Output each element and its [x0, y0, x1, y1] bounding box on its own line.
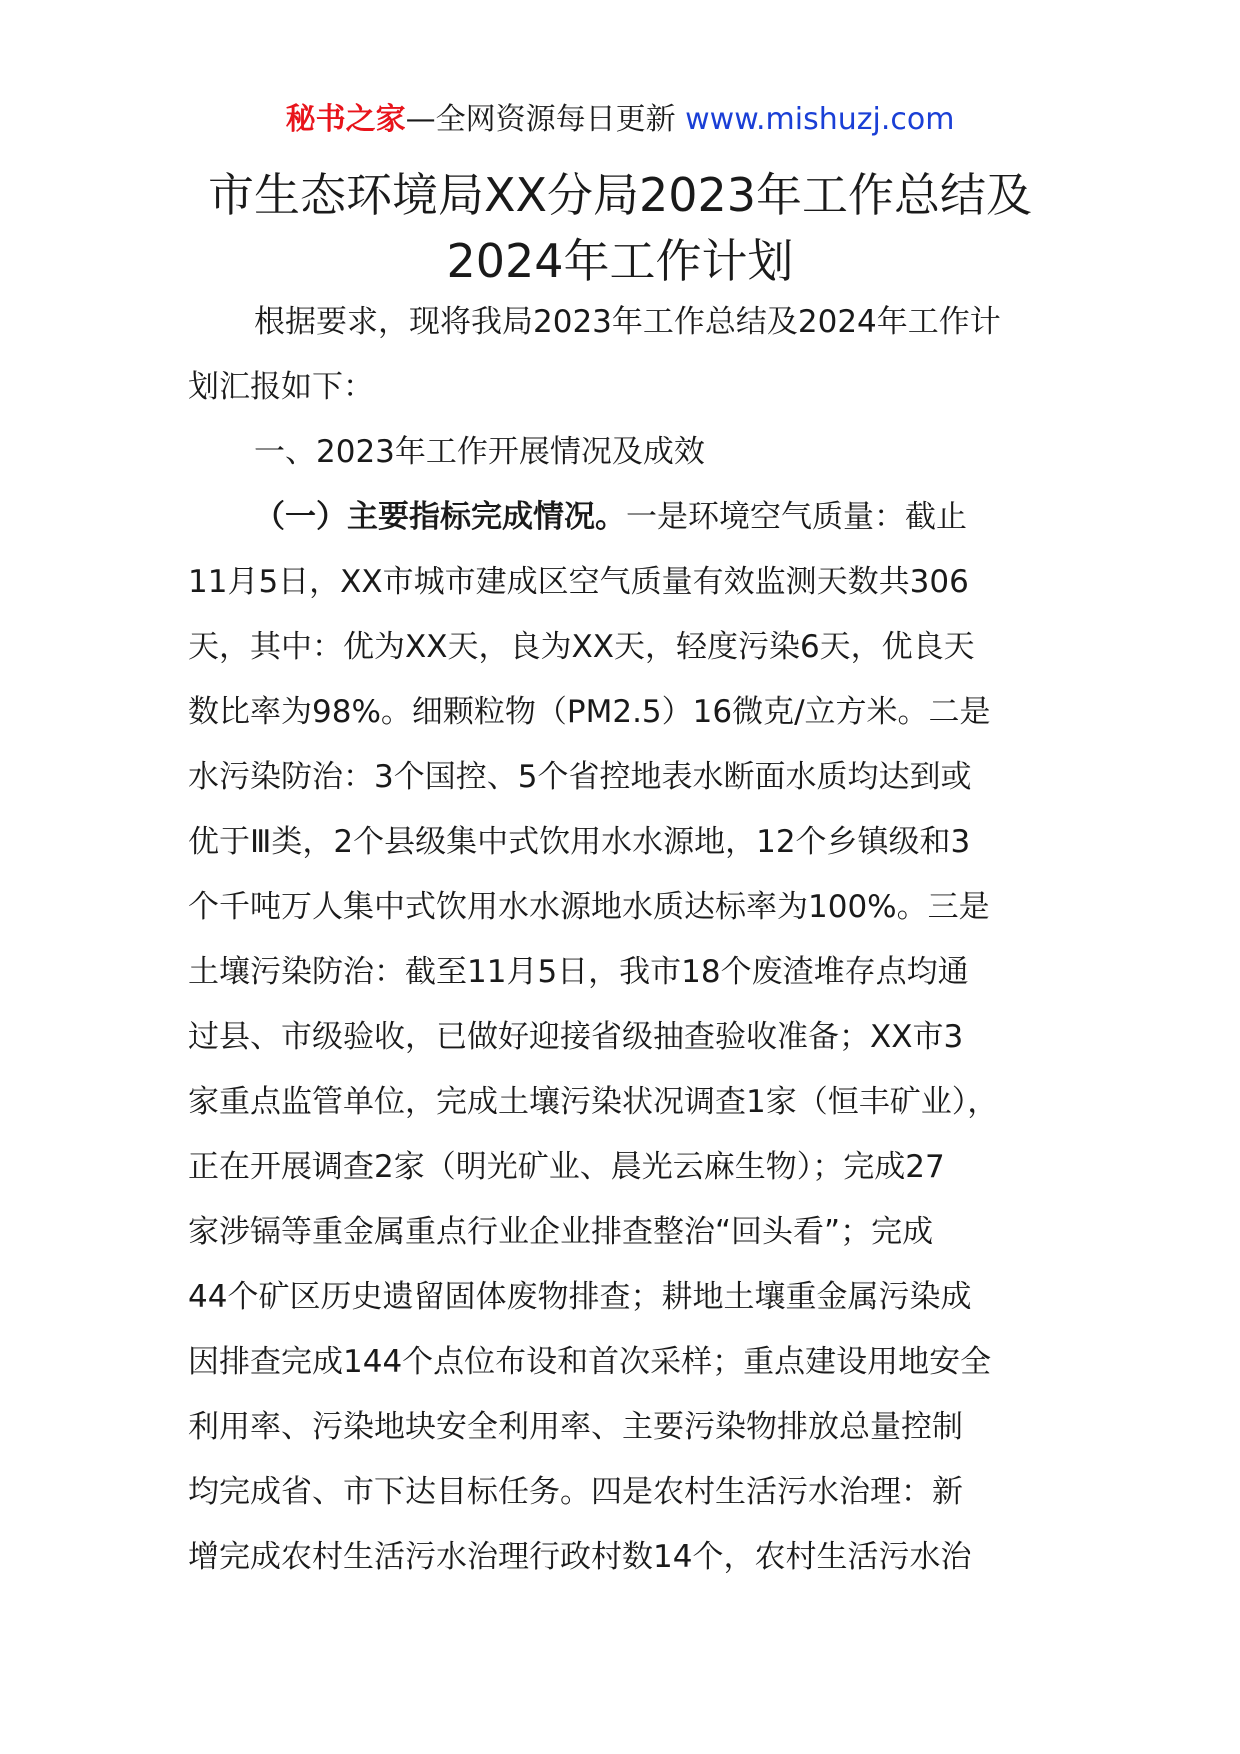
title-line-2: 2024年工作计划	[446, 234, 794, 288]
intro-line-1: 根据要求，现将我局2023年工作总结及2024年工作计	[254, 304, 1001, 340]
brand-name: 秘书之家	[285, 102, 406, 137]
site-header	[0, 100, 1240, 140]
paragraph-line: 个千吨万人集中式饮用水水源地水质达标率为100%。三是	[188, 889, 990, 925]
document-body	[188, 290, 1088, 1590]
paragraph-line: 家重点监管单位，完成土壤污染状况调查1家（恒丰矿业），	[188, 1084, 999, 1120]
paragraph-line: 数比率为98%。细颗粒物（PM2.5）16微克/立方米。二是	[188, 694, 991, 730]
paragraph-line: 优于Ⅲ类，2个县级集中式饮用水水源地，12个乡镇级和3	[188, 824, 971, 860]
header-slogan: —全网资源每日更新	[405, 102, 676, 137]
paragraph-line: 利用率、污染地块安全利用率、主要污染物排放总量控制	[188, 1409, 963, 1445]
document-title	[0, 162, 1240, 294]
subsection-first-line	[188, 485, 1088, 550]
paragraph-line: 家涉镉等重金属重点行业企业排查整治“回头看”；完成	[188, 1214, 934, 1250]
paragraph-line: 土壤污染防治：截至11月5日，我市18个废渣堆存点均通	[188, 954, 969, 990]
paragraph-line: 44个矿区历史遗留固体废物排查；耕地土壤重金属污染成	[188, 1279, 972, 1315]
paragraph-line: 因排查完成144个点位布设和首次采样；重点建设用地安全	[188, 1344, 992, 1380]
intro-line-2: 划汇报如下：	[188, 369, 374, 405]
paragraph-line: 11月5日，XX市城市建成区空气质量有效监测天数共306	[188, 564, 969, 600]
subsection-first-line-text: 一是环境空气质量：截止	[626, 499, 967, 535]
paragraph-line: 水污染防治：3个国控、5个省控地表水断面水质均达到或	[188, 759, 972, 795]
paragraph-line: 正在开展调查2家（明光矿业、晨光云麻生物）；完成27	[188, 1149, 945, 1185]
paragraph-line: 增完成农村生活污水治理行政村数14个，农村生活污水治	[188, 1539, 972, 1575]
paragraph-line: 过县、市级验收，已做好迎接省级抽查验收准备；XX市3	[188, 1019, 964, 1055]
section-heading: 一、2023年工作开展情况及成效	[254, 434, 705, 470]
site-url[interactable]: www.mishuzj.com	[685, 102, 955, 137]
paragraph-line: 天，其中：优为XX天，良为XX天，轻度污染6天，优良天	[188, 629, 975, 665]
title-line-1: 市生态环境局XX分局2023年工作总结及	[207, 168, 1033, 222]
paragraph-line: 均完成省、市下达目标任务。四是农村生活污水治理：新	[188, 1474, 963, 1510]
subsection-heading: （一）主要指标完成情况。	[254, 499, 626, 535]
